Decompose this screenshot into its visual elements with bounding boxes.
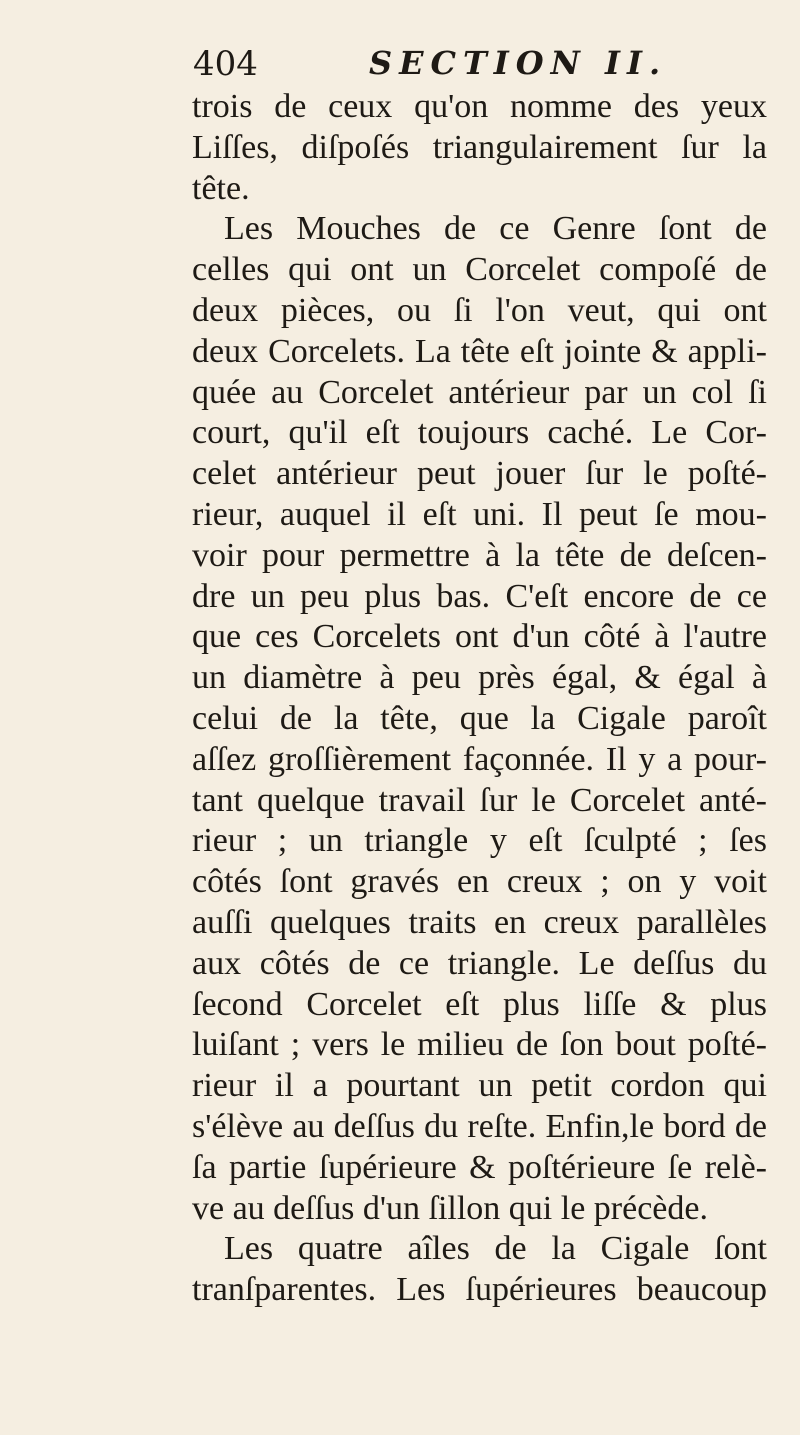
text-line: Les Mouches de ce Genre ſont de — [224, 210, 767, 248]
text-line: tranſparentes. Les ſupérieures beaucoup — [192, 1271, 767, 1309]
text-line: que ces Corcelets ont d'un côté à l'autre — [192, 618, 767, 656]
text-line: aſſez groſſièrement façonnée. Il y a pour- — [192, 740, 767, 778]
text-line: celet antérieur peut jouer ſur le poſté- — [192, 455, 767, 493]
text-line: dre un peu plus bas. C'eſt encore de ce — [192, 577, 767, 615]
page-header — [193, 40, 763, 90]
text-line: tant quelque travail ſur le Corcelet anté- — [192, 781, 767, 819]
text-line: ſecond Corcelet eſt plus liſſe & plus — [192, 985, 767, 1023]
text-line: deux Corcelets. La tête eſt jointe & appli- — [192, 332, 767, 370]
text-line: s'élève au deſſus du reſte. Enfin,le bord de — [192, 1107, 767, 1145]
text-line: rieur ; un triangle y eſt ſculpté ; ſes — [192, 822, 767, 860]
page-number: 404 — [193, 44, 258, 84]
text-line: celles qui ont un Corcelet compoſé de — [192, 251, 767, 289]
text-line: un diamètre à peu près égal, & égal à — [192, 659, 767, 697]
running-head: SECTION II. — [369, 44, 668, 82]
text-line: aux côtés de ce triangle. Le deſſus du — [192, 944, 767, 982]
text-line: Liſſes, diſpoſés triangulairement ſur la — [192, 128, 767, 166]
text-line: trois de ceux qu'on nomme des yeux — [192, 88, 767, 125]
text-line: luiſant ; vers le milieu de ſon bout poſté- — [192, 1026, 767, 1064]
text-line: quée au Corcelet antérieur par un col ſi — [192, 373, 767, 411]
text-line: tête. — [192, 169, 250, 207]
text-line: rieur il a pourtant un petit cordon qui — [192, 1067, 767, 1105]
text-line: Les quatre aîles de la Cigale ſont — [224, 1230, 767, 1268]
text-line: auſſi quelques traits en creux parallèles — [192, 903, 767, 941]
body-text — [192, 87, 767, 1311]
text-line: ſa partie ſupérieure & poſtérieure ſe relè- — [192, 1148, 767, 1186]
text-line: celui de la tête, que la Cigale paroît — [192, 699, 767, 737]
text-line: rieur, auquel il eſt uni. Il peut ſe mou- — [192, 495, 767, 533]
text-line: ve au deſſus d'un ſillon qui le précède. — [192, 1189, 708, 1227]
text-line: côtés ſont gravés en creux ; on y voit — [192, 863, 767, 901]
text-line: court, qu'il eſt toujours caché. Le Cor- — [192, 414, 767, 452]
text-line: voir pour permettre à la tête de deſcen- — [192, 536, 767, 574]
text-line: deux pièces, ou ſi l'on veut, qui ont — [192, 291, 767, 329]
